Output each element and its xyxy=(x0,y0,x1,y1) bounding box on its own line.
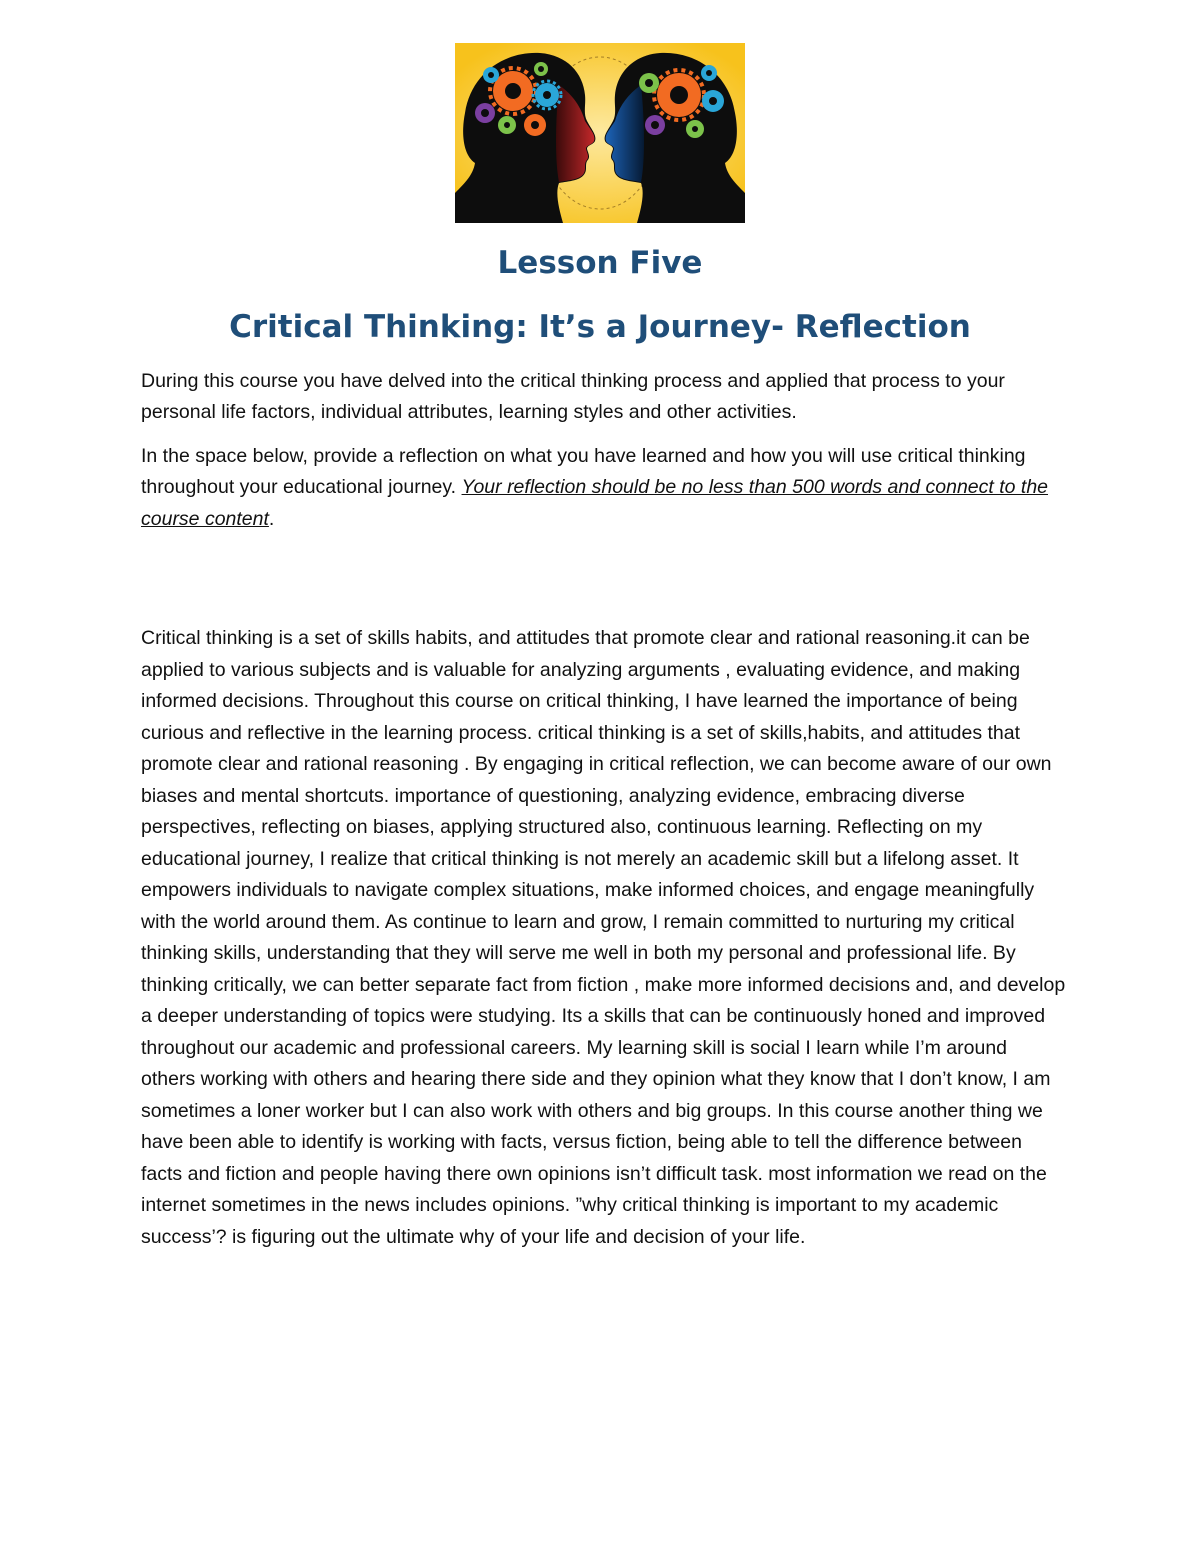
word-count-requirement: Your reflection should be no less than 500 words and connect to the course content xyxy=(141,476,1049,530)
two-heads-gears-icon xyxy=(455,43,745,223)
main-title: Critical Thinking: It’s a Journey- Reflection xyxy=(229,309,971,345)
instructions-end: . xyxy=(268,507,275,530)
instructions-text: In the space below, provide a reflection on what you have learned and how you will use critical thinking throughout your educational journey. xyxy=(141,445,1026,499)
lesson-title: Lesson Five xyxy=(497,245,703,281)
reflection-text: Critical thinking is a set of skills habits, and attitudes that promote clear and rational reasoning.it can be applied to various subjects and is valuable for analyzing arguments , evaluating evidence, and making informed decisions. Throughout this course on critical thinking, I have learned the importance of being curious and reflective in the learning process. critical thinking is a set of skills,habits, and attitudes that promote clear and rational reasoning . By engaging in critical reflection, we can become aware of our own biases and mental shortcuts. importance of questioning, analyzing evidence, embracing diverse perspectives, reflecting on biases, applying structured also, continuous learning. Reflecting on my educational journey, I realize that critical thinking is not merely an academic skill but a lifelong asset. It empowers individuals to navigate complex situations, make informed choices, and engage meaningfully with the world around them. As continue to learn and grow, I remain committed to nurturing my critical thinking skills, understanding that they will serve me well in both my personal and professional life. By thinking critically, we can better separate fact from fiction , make more informed decisions and, and develop a deeper understanding of topics were studying. Its a skills that can be continuously honed and improved throughout our academic and professional careers. My learning skill is social I learn while I’m around others working with others and hearing there side and they opinion what they know that I don’t know, I am sometimes a loner worker but I can also work with others and big groups. In this course another thing we have been able to identify is working with facts, versus fiction, being able to tell the difference between facts and fiction and people having there own opinions isn’t difficult task. most information we read on the internet sometimes in the news includes opinions. ”why critical thinking is important to my academic success’? is figuring out the ultimate why of your life and decision of your life. xyxy=(141,627,1066,1248)
instructions-paragraph xyxy=(141,441,1066,535)
intro-paragraph: During this course you have delved into the critical thinking process and applied that process to your personal life factors, individual attributes, learning styles and other activities. xyxy=(141,370,1005,424)
